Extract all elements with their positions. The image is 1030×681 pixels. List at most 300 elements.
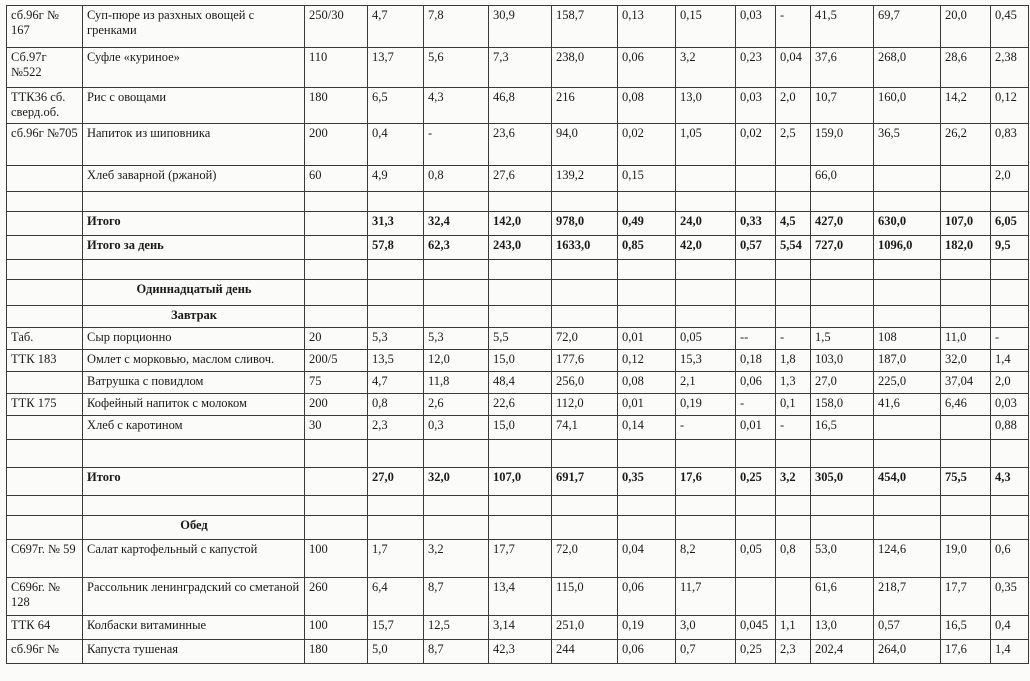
nutrient-value-cell: 37,6	[811, 48, 874, 88]
nutrient-value-cell: 139,2	[552, 166, 618, 192]
recipe-source-cell: ТТК 183	[7, 350, 83, 372]
table-row	[7, 212, 1029, 236]
nutrient-value-cell: 15,7	[368, 616, 424, 640]
portion-cell: 260	[305, 578, 368, 616]
nutrient-value-cell: 15,0	[489, 416, 552, 440]
dish-name-cell: Сыр порционно	[83, 328, 305, 350]
nutrient-value-cell	[941, 306, 991, 328]
nutrient-value-cell: 216	[552, 88, 618, 124]
nutrient-value-cell: 31,3	[368, 212, 424, 236]
nutrient-value-cell: 12,5	[424, 616, 489, 640]
nutrient-value-cell	[941, 280, 991, 306]
nutrient-value-cell: 238,0	[552, 48, 618, 88]
nutrient-value-cell: 454,0	[874, 468, 941, 496]
nutrient-value-cell	[618, 496, 676, 516]
nutrient-value-cell	[368, 496, 424, 516]
portion-cell	[305, 496, 368, 516]
nutrient-value-cell: 32,4	[424, 212, 489, 236]
nutrient-value-cell: 0,83	[991, 124, 1029, 166]
nutrient-value-cell: 0,8	[368, 394, 424, 416]
table-row	[7, 166, 1029, 192]
nutrient-value-cell: 1633,0	[552, 236, 618, 260]
nutrient-value-cell	[776, 166, 811, 192]
nutrient-value-cell	[736, 440, 776, 468]
nutrient-value-cell: 26,2	[941, 124, 991, 166]
nutrient-value-cell	[811, 280, 874, 306]
recipe-source-cell: Таб.	[7, 328, 83, 350]
nutrient-value-cell: 2,1	[676, 372, 736, 394]
nutrient-value-cell: 727,0	[811, 236, 874, 260]
dish-name-cell	[83, 260, 305, 280]
nutrient-value-cell: 0,01	[618, 328, 676, 350]
recipe-source-cell: сб.96г №705	[7, 124, 83, 166]
nutrient-value-cell: 0,12	[991, 88, 1029, 124]
nutrient-value-cell	[618, 192, 676, 212]
nutrient-value-cell	[618, 306, 676, 328]
table-row	[7, 578, 1029, 616]
nutrient-value-cell	[776, 496, 811, 516]
table-row	[7, 468, 1029, 496]
nutrient-value-cell: 2,3	[368, 416, 424, 440]
nutrient-value-cell: 244	[552, 640, 618, 664]
portion-cell	[305, 280, 368, 306]
nutrient-value-cell: 0,04	[618, 540, 676, 578]
nutrient-value-cell	[489, 280, 552, 306]
portion-cell: 200	[305, 394, 368, 416]
nutrient-value-cell: 0,25	[736, 468, 776, 496]
nutrient-value-cell: 48,4	[489, 372, 552, 394]
recipe-source-cell: ТТК36 сб. сверд.об.	[7, 88, 83, 124]
portion-cell: 180	[305, 640, 368, 664]
recipe-source-cell	[7, 372, 83, 394]
nutrient-value-cell: 15,0	[489, 350, 552, 372]
nutrient-value-cell	[811, 192, 874, 212]
nutrient-value-cell	[736, 306, 776, 328]
nutrient-value-cell: 16,5	[941, 616, 991, 640]
nutrient-value-cell	[618, 516, 676, 540]
nutrient-value-cell	[424, 496, 489, 516]
nutrient-value-cell: 0,13	[618, 6, 676, 48]
table-row	[7, 516, 1029, 540]
portion-cell: 250/30	[305, 6, 368, 48]
nutrient-value-cell: -	[991, 328, 1029, 350]
nutrient-value-cell: 1,1	[776, 616, 811, 640]
nutrient-value-cell: -	[736, 394, 776, 416]
table-row	[7, 416, 1029, 440]
dish-name-cell: Итого за день	[83, 236, 305, 260]
nutrient-value-cell: 13,7	[368, 48, 424, 88]
nutrient-value-cell	[552, 306, 618, 328]
nutrient-value-cell: 11,8	[424, 372, 489, 394]
nutrient-value-cell	[811, 440, 874, 468]
dish-name-cell	[83, 496, 305, 516]
nutrient-value-cell	[941, 166, 991, 192]
nutrient-value-cell: 0,19	[618, 616, 676, 640]
nutrient-value-cell: 27,0	[368, 468, 424, 496]
nutrient-value-cell: 0,88	[991, 416, 1029, 440]
nutrient-value-cell	[368, 192, 424, 212]
nutrient-value-cell: 30,9	[489, 6, 552, 48]
nutrient-value-cell: 3,14	[489, 616, 552, 640]
nutrient-value-cell	[874, 280, 941, 306]
nutrient-value-cell: 0,08	[618, 88, 676, 124]
nutrient-value-cell: 158,7	[552, 6, 618, 48]
nutrient-value-cell	[676, 166, 736, 192]
nutrient-value-cell: 0,01	[618, 394, 676, 416]
nutrient-value-cell	[991, 280, 1029, 306]
nutrient-value-cell: 0,15	[676, 6, 736, 48]
nutrient-value-cell: 61,6	[811, 578, 874, 616]
nutrient-value-cell: 268,0	[874, 48, 941, 88]
portion-cell: 30	[305, 416, 368, 440]
nutrient-value-cell: 4,7	[368, 6, 424, 48]
nutrient-value-cell: 107,0	[489, 468, 552, 496]
recipe-source-cell	[7, 516, 83, 540]
portion-cell	[305, 212, 368, 236]
nutrient-value-cell: -	[776, 416, 811, 440]
nutrient-value-cell	[676, 192, 736, 212]
nutrient-value-cell: 8,2	[676, 540, 736, 578]
dish-name-cell: Обед	[83, 516, 305, 540]
nutrient-value-cell: 0,57	[874, 616, 941, 640]
nutrient-value-cell: 17,6	[941, 640, 991, 664]
nutrient-value-cell	[991, 260, 1029, 280]
nutrient-value-cell	[676, 440, 736, 468]
nutrient-value-cell: 0,03	[991, 394, 1029, 416]
nutrient-value-cell	[736, 496, 776, 516]
nutrient-value-cell: 0,35	[618, 468, 676, 496]
nutrient-value-cell: 0,35	[991, 578, 1029, 616]
nutrient-value-cell	[874, 192, 941, 212]
nutrient-value-cell	[991, 440, 1029, 468]
nutrient-value-cell	[489, 440, 552, 468]
nutrient-value-cell: 142,0	[489, 212, 552, 236]
nutrient-value-cell: 6,05	[991, 212, 1029, 236]
nutrient-value-cell: 24,0	[676, 212, 736, 236]
nutrient-value-cell: 0,4	[368, 124, 424, 166]
nutrient-value-cell	[736, 280, 776, 306]
nutrient-value-cell	[941, 496, 991, 516]
nutrient-value-cell	[552, 496, 618, 516]
nutrient-value-cell: 1,3	[776, 372, 811, 394]
nutrient-value-cell	[618, 440, 676, 468]
nutrient-value-cell: 57,8	[368, 236, 424, 260]
nutrient-value-cell: 4,7	[368, 372, 424, 394]
nutrient-value-cell: 218,7	[874, 578, 941, 616]
nutrient-value-cell	[552, 260, 618, 280]
nutrient-value-cell	[991, 192, 1029, 212]
nutrient-value-cell: -	[776, 328, 811, 350]
nutrient-value-cell: 1,05	[676, 124, 736, 166]
portion-cell	[305, 260, 368, 280]
nutrient-value-cell: 115,0	[552, 578, 618, 616]
nutrient-value-cell	[368, 516, 424, 540]
nutrient-value-cell	[811, 306, 874, 328]
nutrient-value-cell: 0,25	[736, 640, 776, 664]
nutrient-value-cell: 11,0	[941, 328, 991, 350]
nutrient-value-cell	[811, 260, 874, 280]
nutrient-value-cell: 0,06	[618, 640, 676, 664]
dish-name-cell: Салат картофельный с капустой	[83, 540, 305, 578]
nutrient-value-cell	[424, 192, 489, 212]
nutrient-value-cell: 187,0	[874, 350, 941, 372]
nutrient-value-cell: 5,0	[368, 640, 424, 664]
nutrient-value-cell: 10,7	[811, 88, 874, 124]
dish-name-cell	[83, 192, 305, 212]
recipe-source-cell	[7, 212, 83, 236]
nutrient-value-cell	[368, 260, 424, 280]
nutrient-value-cell	[489, 260, 552, 280]
nutrient-value-cell: 182,0	[941, 236, 991, 260]
nutrient-value-cell: -	[676, 416, 736, 440]
nutrient-value-cell: 3,2	[776, 468, 811, 496]
recipe-source-cell	[7, 468, 83, 496]
nutrient-value-cell	[941, 260, 991, 280]
dish-name-cell: Итого	[83, 468, 305, 496]
nutrient-value-cell: 5,5	[489, 328, 552, 350]
nutrient-value-cell	[736, 166, 776, 192]
nutrient-value-cell: 1,4	[991, 350, 1029, 372]
nutrient-value-cell: 1,7	[368, 540, 424, 578]
nutrient-value-cell	[489, 496, 552, 516]
nutrient-value-cell: 0,1	[776, 394, 811, 416]
nutrient-value-cell: --	[736, 328, 776, 350]
nutrient-value-cell: 1096,0	[874, 236, 941, 260]
table-row	[7, 328, 1029, 350]
nutrient-value-cell: 72,0	[552, 328, 618, 350]
nutrient-value-cell: 159,0	[811, 124, 874, 166]
nutrient-value-cell: 264,0	[874, 640, 941, 664]
nutrient-value-cell: 108	[874, 328, 941, 350]
nutrient-value-cell: 978,0	[552, 212, 618, 236]
nutrient-value-cell: 23,6	[489, 124, 552, 166]
nutrient-value-cell: 243,0	[489, 236, 552, 260]
nutrient-value-cell: 27,6	[489, 166, 552, 192]
nutrient-value-cell: 124,6	[874, 540, 941, 578]
dish-name-cell: Суп-пюре из разхных овощей с гренками	[83, 6, 305, 48]
nutrient-value-cell: 3,2	[424, 540, 489, 578]
nutrient-value-cell: 0,7	[676, 640, 736, 664]
nutrient-value-cell: 1,8	[776, 350, 811, 372]
nutrient-value-cell: 14,2	[941, 88, 991, 124]
nutrient-value-cell: 41,6	[874, 394, 941, 416]
nutrient-value-cell	[676, 306, 736, 328]
nutrient-value-cell: 0,14	[618, 416, 676, 440]
nutrient-value-cell: 13,5	[368, 350, 424, 372]
nutrient-value-cell: 3,2	[676, 48, 736, 88]
nutrient-value-cell: 0,15	[618, 166, 676, 192]
nutrient-value-cell	[736, 578, 776, 616]
dish-name-cell	[83, 440, 305, 468]
dish-name-cell: Напиток из шиповника	[83, 124, 305, 166]
table-row	[7, 616, 1029, 640]
nutrient-value-cell	[676, 496, 736, 516]
nutrient-value-cell: 0,57	[736, 236, 776, 260]
dish-name-cell: Колбаски витаминные	[83, 616, 305, 640]
nutrient-value-cell	[941, 192, 991, 212]
nutrient-value-cell: 7,3	[489, 48, 552, 88]
nutrient-value-cell: 32,0	[941, 350, 991, 372]
nutrient-value-cell: 6,4	[368, 578, 424, 616]
menu-table-body	[7, 6, 1029, 664]
nutrient-value-cell: 1,4	[991, 640, 1029, 664]
nutrient-value-cell	[941, 516, 991, 540]
nutrient-value-cell	[874, 260, 941, 280]
nutrient-value-cell	[489, 516, 552, 540]
recipe-source-cell	[7, 416, 83, 440]
nutrient-value-cell: 0,3	[424, 416, 489, 440]
nutrient-value-cell: 3,0	[676, 616, 736, 640]
table-row	[7, 496, 1029, 516]
recipe-source-cell: сб.96г № 167	[7, 6, 83, 48]
nutrient-value-cell: 160,0	[874, 88, 941, 124]
nutrient-value-cell	[368, 306, 424, 328]
nutrient-value-cell	[618, 260, 676, 280]
nutrient-value-cell	[552, 440, 618, 468]
nutrient-value-cell: 9,5	[991, 236, 1029, 260]
nutrient-value-cell: 691,7	[552, 468, 618, 496]
nutrient-value-cell: 36,5	[874, 124, 941, 166]
nutrient-value-cell: 22,6	[489, 394, 552, 416]
portion-cell: 60	[305, 166, 368, 192]
nutrient-value-cell: 5,3	[368, 328, 424, 350]
nutrient-value-cell: 0,04	[776, 48, 811, 88]
nutrient-value-cell: 107,0	[941, 212, 991, 236]
nutrient-value-cell: 0,8	[424, 166, 489, 192]
nutrition-menu-table	[6, 5, 1029, 664]
nutrient-value-cell: 0,8	[776, 540, 811, 578]
nutrient-value-cell: 0,03	[736, 6, 776, 48]
nutrient-value-cell: 0,6	[991, 540, 1029, 578]
portion-cell: 100	[305, 540, 368, 578]
table-row	[7, 394, 1029, 416]
nutrient-value-cell: -	[424, 124, 489, 166]
nutrient-value-cell: 225,0	[874, 372, 941, 394]
portion-cell	[305, 468, 368, 496]
recipe-source-cell: ТТК 64	[7, 616, 83, 640]
nutrient-value-cell: 0,08	[618, 372, 676, 394]
nutrient-value-cell: 0,49	[618, 212, 676, 236]
portion-cell: 75	[305, 372, 368, 394]
nutrient-value-cell: 53,0	[811, 540, 874, 578]
table-row	[7, 124, 1029, 166]
nutrient-value-cell: 158,0	[811, 394, 874, 416]
nutrient-value-cell	[991, 516, 1029, 540]
nutrient-value-cell: 0,23	[736, 48, 776, 88]
nutrient-value-cell	[874, 496, 941, 516]
nutrient-value-cell: 0,85	[618, 236, 676, 260]
nutrient-value-cell: 1,5	[811, 328, 874, 350]
nutrient-value-cell: 256,0	[552, 372, 618, 394]
nutrient-value-cell: 69,7	[874, 6, 941, 48]
nutrient-value-cell	[424, 306, 489, 328]
nutrient-value-cell	[676, 516, 736, 540]
recipe-source-cell	[7, 236, 83, 260]
nutrient-value-cell	[811, 496, 874, 516]
dish-name-cell: Хлеб заварной (ржаной)	[83, 166, 305, 192]
recipe-source-cell	[7, 192, 83, 212]
dish-name-cell: Рассольник ленинградский со сметаной	[83, 578, 305, 616]
nutrient-value-cell: 0,06	[618, 48, 676, 88]
portion-cell	[305, 236, 368, 260]
portion-cell: 110	[305, 48, 368, 88]
dish-name-cell: Ватрушка с повидлом	[83, 372, 305, 394]
nutrient-value-cell: 6,5	[368, 88, 424, 124]
nutrient-value-cell: 4,3	[991, 468, 1029, 496]
nutrient-value-cell	[489, 306, 552, 328]
nutrient-value-cell: 305,0	[811, 468, 874, 496]
portion-cell: 200/5	[305, 350, 368, 372]
nutrient-value-cell: 8,7	[424, 578, 489, 616]
nutrient-value-cell: 2,0	[776, 88, 811, 124]
recipe-source-cell: С697г. № 59	[7, 540, 83, 578]
recipe-source-cell	[7, 440, 83, 468]
portion-cell	[305, 516, 368, 540]
nutrient-value-cell	[874, 416, 941, 440]
dish-name-cell: Одиннадцатый день	[83, 280, 305, 306]
nutrient-value-cell	[618, 280, 676, 306]
nutrient-value-cell: 62,3	[424, 236, 489, 260]
nutrient-value-cell: 17,7	[489, 540, 552, 578]
nutrient-value-cell	[552, 192, 618, 212]
nutrient-value-cell: 16,5	[811, 416, 874, 440]
recipe-source-cell	[7, 280, 83, 306]
recipe-source-cell: С696г. № 128	[7, 578, 83, 616]
nutrient-value-cell	[368, 280, 424, 306]
nutrient-value-cell	[676, 280, 736, 306]
nutrient-value-cell	[874, 166, 941, 192]
nutrient-value-cell	[776, 280, 811, 306]
nutrient-value-cell	[736, 192, 776, 212]
nutrient-value-cell	[991, 306, 1029, 328]
nutrient-value-cell	[991, 496, 1029, 516]
nutrient-value-cell: 11,7	[676, 578, 736, 616]
nutrient-value-cell	[552, 280, 618, 306]
nutrient-value-cell: 13,0	[811, 616, 874, 640]
recipe-source-cell: Сб.97г №522	[7, 48, 83, 88]
nutrient-value-cell: 251,0	[552, 616, 618, 640]
nutrient-value-cell: 5,3	[424, 328, 489, 350]
nutrient-value-cell: 2,0	[991, 166, 1029, 192]
nutrient-value-cell: 8,7	[424, 640, 489, 664]
nutrient-value-cell	[424, 280, 489, 306]
nutrient-value-cell	[552, 516, 618, 540]
portion-cell: 180	[305, 88, 368, 124]
nutrient-value-cell: 32,0	[424, 468, 489, 496]
dish-name-cell: Суфле «куриное»	[83, 48, 305, 88]
nutrient-value-cell: 0,12	[618, 350, 676, 372]
nutrient-value-cell	[736, 260, 776, 280]
nutrient-value-cell: 17,7	[941, 578, 991, 616]
nutrient-value-cell: 72,0	[552, 540, 618, 578]
table-row	[7, 236, 1029, 260]
nutrient-value-cell: 0,33	[736, 212, 776, 236]
dish-name-cell: Итого	[83, 212, 305, 236]
nutrient-value-cell: 4,9	[368, 166, 424, 192]
portion-cell: 20	[305, 328, 368, 350]
nutrient-value-cell: 177,6	[552, 350, 618, 372]
nutrient-value-cell	[776, 578, 811, 616]
nutrient-value-cell: 27,0	[811, 372, 874, 394]
dish-name-cell: Рис с овощами	[83, 88, 305, 124]
dish-name-cell: Омлет с морковью, маслом сливоч.	[83, 350, 305, 372]
portion-cell: 100	[305, 616, 368, 640]
nutrient-value-cell: 4,5	[776, 212, 811, 236]
nutrient-value-cell	[874, 440, 941, 468]
nutrient-value-cell: 0,19	[676, 394, 736, 416]
recipe-source-cell: сб.96г №	[7, 640, 83, 664]
nutrient-value-cell: 0,02	[618, 124, 676, 166]
